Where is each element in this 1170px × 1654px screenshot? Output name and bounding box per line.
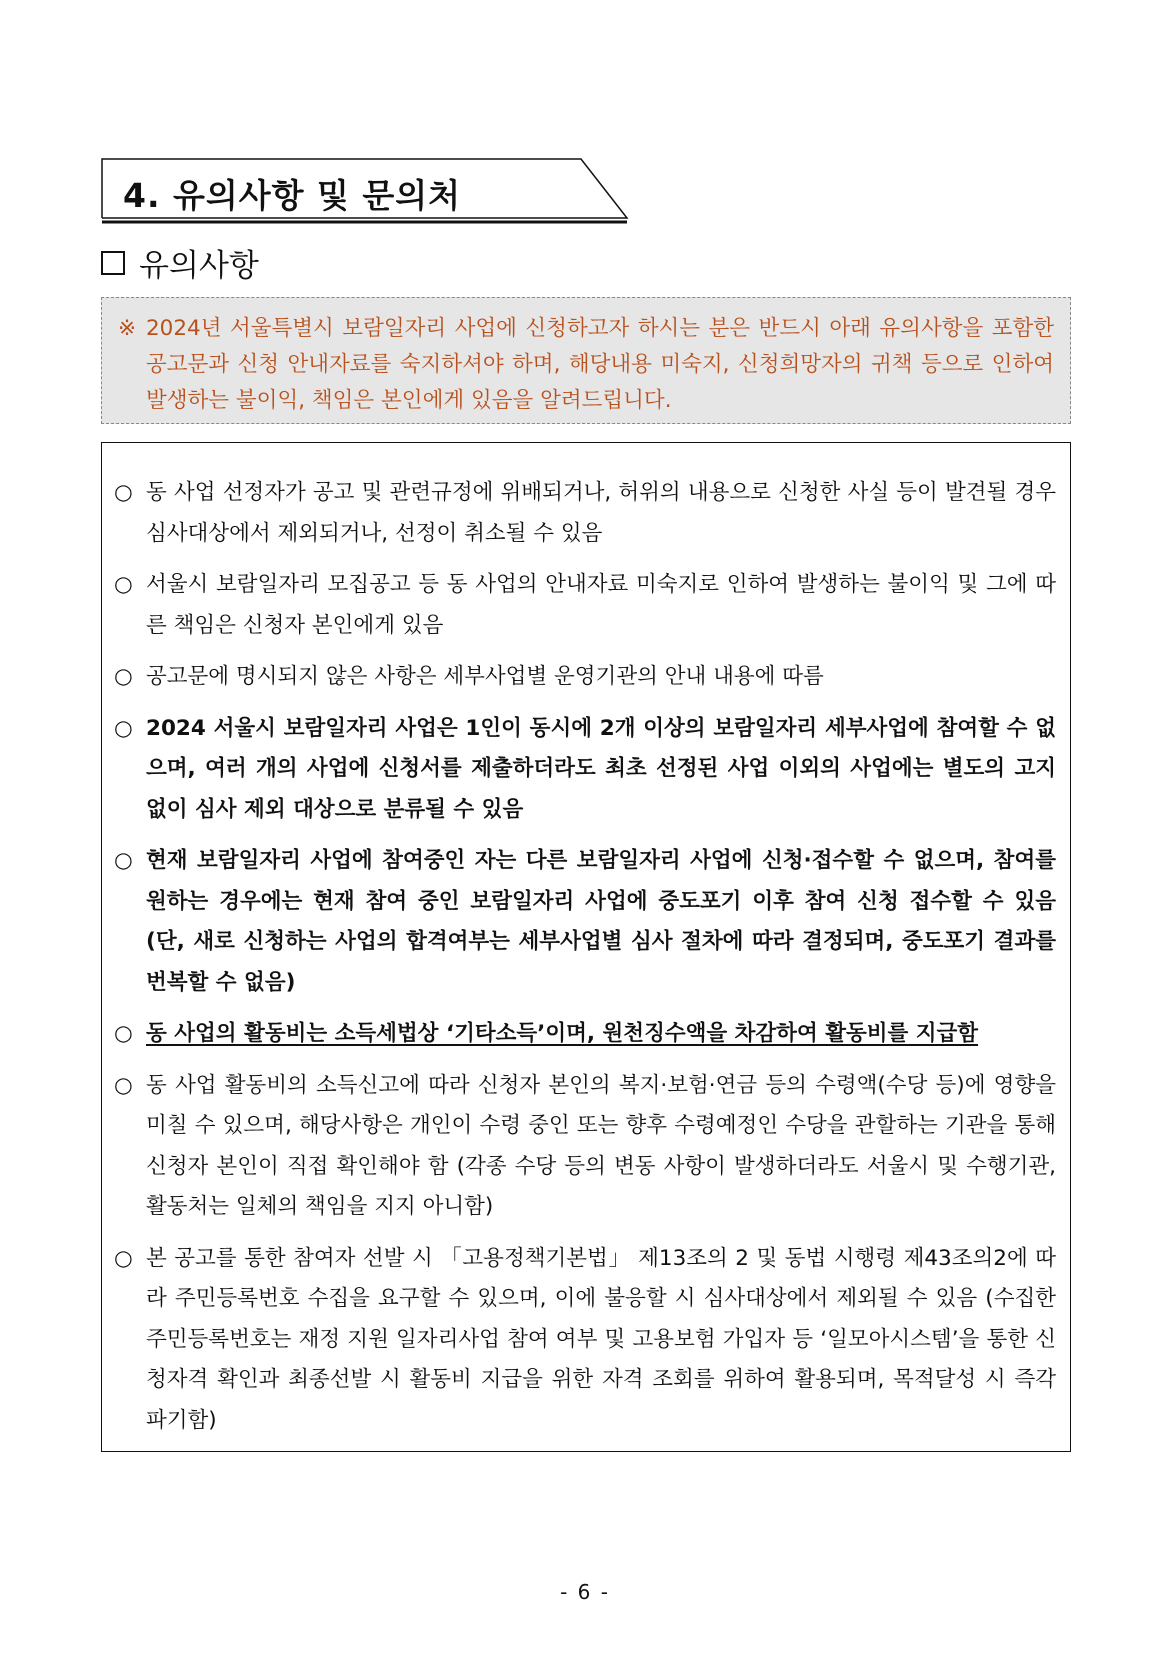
list-item-text: 동 사업 선정자가 공고 및 관련규정에 위배되거나, 허위의 내용으로 신청한 사실 등이 발견될 경우 심사대상에서 제외되거나, 선정이 취소될 수 있음 — [146, 480, 1056, 546]
circle-bullet-icon: ○ — [114, 1021, 133, 1046]
list-item — [114, 709, 1056, 831]
list-item — [114, 473, 1056, 554]
section-title: 4. 유의사항 및 문의처 — [123, 176, 461, 215]
list-item-text: 서울시 보람일자리 모집공고 등 동 사업의 안내자료 미숙지로 인하여 발생하는 불이익 및 그에 따른 책임은 신청자 본인에게 있음 — [146, 572, 1056, 638]
notice-text: 2024년 서울특별시 보람일자리 사업에 신청하고자 하시는 분은 반드시 아래 유의사항을 포함한 공고문과 신청 안내자료를 숙지하셔야 하며, 해당내용 미숙지, 신청희망자의 귀책 등으로 인하여 발생하는 불이익, 책임은 본인에게 있음을 알려드립니다. — [146, 316, 1054, 413]
list-item-text: 현재 보람일자리 사업에 참여중인 자는 다른 보람일자리 사업에 신청·접수할 수 없으며, 참여를 원하는 경우에는 현재 참여 중인 보람일자리 사업에 중도포기 이후 참여 신청 접수할 수 있음 (단, 새로 신청하는 사업의 합격여부는 세부사업별 심사 절차에 따라 결정되며, 중도포기 결과를 번복할 수 없음) — [146, 848, 1056, 995]
section-header — [101, 158, 629, 226]
notice-box — [101, 297, 1071, 424]
subheading — [101, 240, 259, 285]
list-item-text: 동 사업의 활동비는 소득세법상 ‘기타소득’이며, 원천징수액을 차감하여 활동비를 지급함 — [146, 1021, 979, 1046]
checkbox-icon — [101, 251, 125, 275]
circle-bullet-icon: ○ — [114, 664, 133, 689]
cautions-box — [101, 442, 1071, 1452]
circle-bullet-icon: ○ — [114, 715, 133, 741]
circle-bullet-icon: ○ — [114, 1072, 133, 1098]
list-item — [114, 565, 1056, 646]
circle-bullet-icon: ○ — [114, 1245, 133, 1271]
list-item — [114, 1014, 1056, 1055]
list-item-text: 본 공고를 통한 참여자 선발 시 「고용정책기본법」 제13조의 2 및 동법 시행령 제43조의2에 따라 주민등록번호 수집을 요구할 수 있으며, 이에 불응할 시 심사대상에서 제외될 수 있음 (수집한 주민등록번호는 재정 지원 일자리사업 참여 여부 및 고용보험 가입자 등 ‘일모아시스템’을 통한 신청자격 확인과 최종선발 시 활동비 지급을 위한 자격 조회를 위하여 활용되며, 목적달성 시 즉각 파기함) — [146, 1245, 1056, 1433]
reference-mark-icon: ※ — [118, 316, 137, 341]
list-item-text: 동 사업 활동비의 소득신고에 따라 신청자 본인의 복지·보험·연금 등의 수령액(수당 등)에 영향을 미칠 수 있으며, 해당사항은 개인이 수령 중인 또는 향후 수령예정인 수당을 관할하는 기관을 통해 신청자 본인이 직접 확인해야 함 (각종 수당 등의 변동 사항이 발생하더라도 서울시 및 수행기관, 활동처는 일체의 책임을 지지 아니함) — [146, 1072, 1056, 1219]
list-item-text: 2024 서울시 보람일자리 사업은 1인이 동시에 2개 이상의 보람일자리 세부사업에 참여할 수 없으며, 여러 개의 사업에 신청서를 제출하더라도 최초 선정된 사업 이외의 사업에는 별도의 고지 없이 심사 제외 대상으로 분류될 수 있음 — [146, 715, 1056, 822]
list-item — [114, 657, 1056, 698]
list-item — [114, 841, 1056, 1003]
subheading-label: 유의사항 — [139, 248, 259, 284]
circle-bullet-icon: ○ — [114, 572, 133, 597]
circle-bullet-icon: ○ — [114, 848, 133, 873]
circle-bullet-icon: ○ — [114, 480, 133, 505]
list-item — [114, 1066, 1056, 1228]
list-item — [114, 1239, 1056, 1442]
page-number: - 6 - — [560, 1580, 610, 1604]
list-item-text: 공고문에 명시되지 않은 사항은 세부사업별 운영기관의 안내 내용에 따름 — [146, 664, 824, 689]
